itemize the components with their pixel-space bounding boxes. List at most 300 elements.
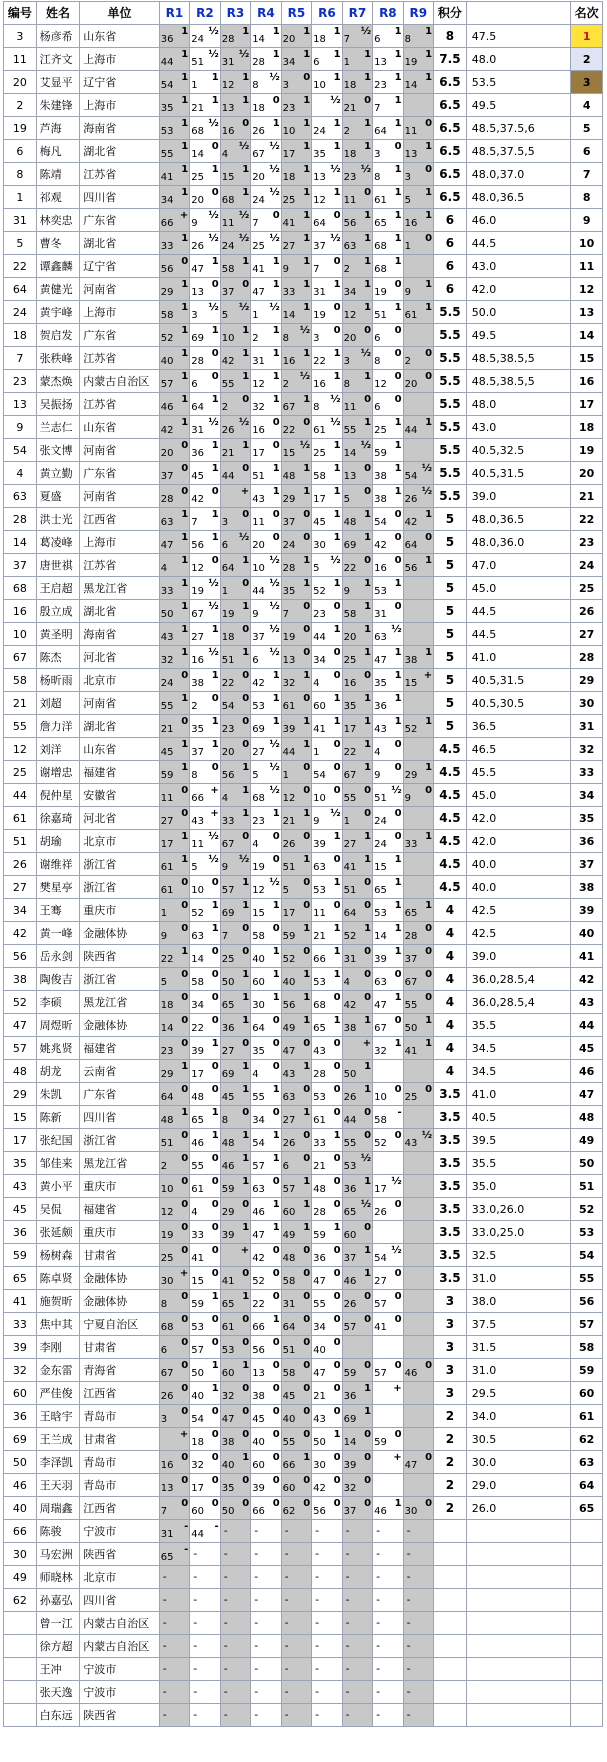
opponent-number: 66 [160,218,174,229]
game-cell [220,324,250,347]
game-result: 0 [333,1199,341,1210]
opponent-number: 60 [282,1207,296,1218]
opponent-number: 63 [374,977,387,988]
opponent-number: 17 [374,1184,387,1195]
game-result: + [210,785,219,796]
opponent-number: 9 [282,264,290,275]
game-cell [281,209,311,232]
opponent-number: 20 [160,448,174,459]
game-cell [342,876,372,899]
opponent-number: 57 [191,1345,204,1356]
opponent-number: 61 [374,195,387,206]
game-result: 1 [364,716,372,727]
game-result: ½ [238,417,250,428]
game-cell [190,577,220,600]
game-result: 1 [425,831,433,842]
game-result: - [406,1616,411,1629]
player-id: 4 [4,462,37,485]
table-row [4,1037,603,1060]
player-id: 54 [4,439,37,462]
game-cell [159,1221,189,1244]
game-cell [251,876,281,899]
game-result: 1 [425,555,433,566]
opponent-number: 25 [404,1092,418,1103]
game-result: 0 [181,716,189,727]
game-cell [220,94,250,117]
game-cell [312,1520,342,1543]
game-result: 1 [333,509,341,520]
game-result: 1 [333,831,341,842]
player-score: 5 [434,623,467,646]
game-cell [190,784,220,807]
opponent-number: 47 [374,655,387,666]
opponent-number: 55 [343,425,357,436]
opponent-number: 45 [282,1391,296,1402]
game-cell [312,945,342,968]
game-cell [281,646,311,669]
game-cell [281,945,311,968]
player-score: 5 [434,600,467,623]
game-cell [403,1589,433,1612]
opponent-number: 35 [160,103,174,114]
opponent-number: 31 [160,1529,174,1540]
game-result: 1 [272,348,280,359]
opponent-number: 43 [313,1046,326,1057]
game-cell [220,25,250,48]
game-result: 1 [242,877,250,888]
player-rank: 62 [571,1428,603,1451]
game-cell [312,1014,342,1037]
game-cell [159,554,189,577]
opponent-number: 1 [221,586,229,597]
player-name: 杨昕雨 [36,669,80,692]
game-cell [220,646,250,669]
game-result: 1 [303,1222,311,1233]
game-cell [312,784,342,807]
opponent-number: 57 [221,885,235,896]
game-cell [373,738,403,761]
player-tiebreak: 41.0 [466,1083,571,1106]
player-rank: 55 [571,1267,603,1290]
player-rank: 53 [571,1221,603,1244]
game-result: 1 [364,762,372,773]
player-score: 4.5 [434,830,467,853]
player-rank: 44 [571,1014,603,1037]
game-result: 1 [181,1107,189,1118]
game-result: 1 [303,578,311,589]
opponent-number: 39 [374,954,387,965]
game-cell [220,1704,250,1727]
opponent-number: 47 [191,264,204,275]
game-cell [220,1014,250,1037]
table-row [4,393,603,416]
opponent-number: 43 [404,1138,418,1149]
player-unit: 辽宁省 [80,255,160,278]
game-result: - [345,1685,350,1698]
game-cell [373,1267,403,1290]
opponent-number: 34 [343,287,357,298]
opponent-number: 13 [313,172,326,183]
player-id: 14 [4,531,37,554]
game-cell [312,232,342,255]
opponent-number: 67 [252,149,265,160]
game-result: 0 [333,670,341,681]
opponent-number: 32 [282,678,296,689]
opponent-number: 56 [404,563,418,574]
opponent-number: 37 [191,747,204,758]
game-cell [159,784,189,807]
player-rank: 45 [571,1037,603,1060]
game-result: 0 [242,946,250,957]
game-result: - [284,1570,289,1583]
header-r8: R8 [373,2,403,25]
player-tiebreak [466,1658,571,1681]
game-result: 0 [211,1429,219,1440]
player-tiebreak: 46.0 [466,209,571,232]
game-result: 1 [333,693,341,704]
game-cell [251,738,281,761]
game-cell [251,1635,281,1658]
player-tiebreak: 48.0 [466,393,571,416]
opponent-number: 39 [313,839,326,850]
opponent-number: 21 [282,816,296,827]
game-cell [251,485,281,508]
player-rank: 2 [571,48,603,71]
game-cell [220,48,250,71]
game-cell [159,1382,189,1405]
game-cell [251,324,281,347]
game-cell [373,1313,403,1336]
opponent-number: 6 [160,1345,168,1356]
game-cell [251,117,281,140]
opponent-number: 9 [374,770,381,781]
table-row [4,462,603,485]
game-cell [251,140,281,163]
table-row [4,416,603,439]
game-cell [373,991,403,1014]
opponent-number: 23 [252,816,265,827]
game-cell [190,1497,220,1520]
game-cell [190,1060,220,1083]
game-cell [312,807,342,830]
opponent-number: 13 [282,655,296,666]
opponent-number: 12 [160,1207,174,1218]
player-unit: 金融体协 [80,922,160,945]
game-cell [251,1520,281,1543]
opponent-number: 55 [252,1092,265,1103]
game-cell [342,462,372,485]
game-cell [220,1221,250,1244]
game-result: 0 [425,1452,433,1463]
game-cell [342,715,372,738]
player-unit: 陕西省 [80,1543,160,1566]
game-cell [159,1681,189,1704]
player-name: 周瑞鑫 [36,1497,80,1520]
table-row [4,1014,603,1037]
game-result: - [254,1639,259,1652]
game-result: 0 [364,1429,372,1440]
game-result: 1 [333,118,341,129]
game-cell [403,1635,433,1658]
game-result: - [315,1570,320,1583]
opponent-number: 42 [374,540,387,551]
player-id: 26 [4,853,37,876]
opponent-number: 20 [252,172,265,183]
game-result: 0 [425,532,433,543]
game-cell [251,1612,281,1635]
player-unit: 甘肃省 [80,1428,160,1451]
game-result: 0 [242,1107,250,1118]
opponent-number: 4 [343,977,351,988]
game-result: 1 [394,900,402,911]
game-cell [220,1658,250,1681]
opponent-number: 45 [160,747,174,758]
opponent-number: 33 [160,241,174,252]
game-cell [281,991,311,1014]
game-result: 1 [333,463,341,474]
game-result: - [315,1616,320,1629]
opponent-number: 26 [282,1138,296,1149]
player-unit: 湖北省 [80,232,160,255]
game-cell [190,25,220,48]
game-result: 1 [181,348,189,359]
game-result: 1 [211,463,219,474]
game-cell [159,439,189,462]
opponent-number: 28 [221,34,235,45]
game-result: 1 [272,1153,280,1164]
table-row [4,1267,603,1290]
game-cell [403,646,433,669]
player-name: 姚兆贤 [36,1037,80,1060]
game-result: - [162,1593,167,1606]
player-name: 芦海 [36,117,80,140]
opponent-number: 49 [282,1230,296,1241]
game-cell [312,1267,342,1290]
player-id: 58 [4,669,37,692]
opponent-number: 54 [374,517,387,528]
player-id: 3 [4,25,37,48]
player-rank [571,1543,603,1566]
game-cell [251,991,281,1014]
game-result: 0 [242,1337,250,1348]
table-row [4,830,603,853]
player-rank: 11 [571,255,603,278]
game-cell [281,462,311,485]
opponent-number: 58 [221,264,235,275]
opponent-number: 68 [374,241,387,252]
game-cell [190,439,220,462]
game-cell [403,48,433,71]
player-id: 48 [4,1060,37,1083]
game-cell [373,1474,403,1497]
game-cell [159,163,189,186]
game-cell [312,830,342,853]
opponent-number: 44 [343,1115,357,1126]
game-cell [373,232,403,255]
game-cell [159,462,189,485]
game-result: 1 [272,26,280,37]
game-cell [281,554,311,577]
game-cell [190,1589,220,1612]
opponent-number: 19 [160,1230,174,1241]
game-cell [251,232,281,255]
opponent-number: 5 [160,977,168,988]
game-result: 1 [364,739,372,750]
opponent-number: 24 [282,540,296,551]
game-result: 0 [242,1038,250,1049]
player-score: 5 [434,715,467,738]
opponent-number: 42 [313,1483,326,1494]
opponent-number: 11 [252,517,265,528]
opponent-number: 55 [191,1161,204,1172]
game-result: - [376,1639,381,1652]
game-cell [251,1359,281,1382]
opponent-number: 26 [282,839,296,850]
game-result: 0 [181,1452,189,1463]
game-result: 0 [333,1061,341,1072]
player-score: 3 [434,1336,467,1359]
opponent-number: 6 [282,1161,290,1172]
game-result: 1 [364,532,372,543]
game-cell [220,1267,250,1290]
game-cell [251,278,281,301]
opponent-number: 52 [343,931,357,942]
opponent-number: 59 [313,1230,326,1241]
player-name: 黄健光 [36,278,80,301]
header-id: 编号 [4,2,37,25]
player-unit: 浙江省 [80,968,160,991]
game-cell [403,784,433,807]
opponent-number: 3 [191,310,198,321]
opponent-number: 26 [221,425,235,436]
opponent-number: 24 [191,34,204,45]
opponent-number: 30 [160,1276,174,1287]
game-result: 0 [181,1383,189,1394]
player-name: 王兰成 [36,1428,80,1451]
game-result: - [406,1685,411,1698]
game-cell [220,807,250,830]
opponent-number: 39 [343,1460,357,1471]
game-result: 0 [272,440,280,451]
opponent-number: 46 [191,1138,204,1149]
player-unit: 金融体协 [80,1267,160,1290]
game-result: 0 [333,1452,341,1463]
opponent-number: 38 [252,1391,265,1402]
game-result: 0 [272,1406,280,1417]
game-result: 0 [333,992,341,1003]
opponent-number: 32 [191,1460,204,1471]
game-result: 1 [242,900,250,911]
opponent-number: 67 [282,402,296,413]
game-cell [220,623,250,646]
game-result: 1 [211,256,219,267]
game-result: 0 [211,141,219,152]
game-cell [190,600,220,623]
game-result: 1 [425,716,433,727]
game-result: 0 [181,992,189,1003]
game-cell [403,1037,433,1060]
table-row [4,255,603,278]
game-result: - [406,1593,411,1606]
game-result: 0 [333,785,341,796]
game-result: 1 [394,877,402,888]
game-cell [190,1152,220,1175]
game-cell [342,1267,372,1290]
game-result: - [223,1524,228,1537]
game-result: 1 [364,256,372,267]
game-result: - [254,1593,259,1606]
opponent-number: 67 [343,770,357,781]
opponent-number: 1 [160,908,168,919]
game-result: ½ [391,624,402,635]
game-result: 1 [242,440,250,451]
table-row [4,1313,603,1336]
opponent-number: 54 [221,701,235,712]
player-id: 35 [4,1152,37,1175]
game-cell [373,1566,403,1589]
opponent-number: 14 [191,954,204,965]
opponent-number: 16 [160,1460,174,1471]
player-name: 洪士光 [36,508,80,531]
player-unit: 内蒙古自治区 [80,370,160,393]
game-cell [159,1658,189,1681]
table-row [4,1543,603,1566]
game-cell [342,393,372,416]
game-cell [251,1244,281,1267]
game-cell [159,186,189,209]
game-result: 0 [303,1383,311,1394]
player-score: 4 [434,968,467,991]
game-cell [220,1382,250,1405]
game-cell [159,1014,189,1037]
opponent-number: 10 [191,885,204,896]
opponent-number: 57 [282,1184,296,1195]
player-tiebreak: 48.0,36.5 [466,186,571,209]
opponent-number: 19 [313,310,326,321]
player-tiebreak: 30.0 [466,1451,571,1474]
game-result: - [162,1708,167,1721]
game-result: 0 [242,716,250,727]
game-cell [220,830,250,853]
game-cell [159,1106,189,1129]
game-result: 1 [211,532,219,543]
game-cell [251,623,281,646]
game-cell [373,1060,403,1083]
opponent-number: 40 [221,1460,235,1471]
game-result: 1 [303,854,311,865]
game-result: 0 [303,532,311,543]
player-rank: 3 [571,71,603,94]
opponent-number: 6 [374,333,381,344]
game-cell [190,232,220,255]
opponent-number: 65 [221,1000,235,1011]
game-result: 1 [272,1314,280,1325]
game-cell [403,1497,433,1520]
game-cell [220,1543,250,1566]
opponent-number: 12 [252,885,265,896]
opponent-number: 35 [221,1483,235,1494]
opponent-number: 4 [252,1069,259,1080]
opponent-number: 69 [343,1414,357,1425]
game-cell [159,1313,189,1336]
game-cell [312,531,342,554]
player-score: 5.5 [434,324,467,347]
opponent-number: 9 [404,287,411,298]
game-cell [159,1083,189,1106]
game-cell [159,899,189,922]
player-id: 68 [4,577,37,600]
game-cell [251,1198,281,1221]
